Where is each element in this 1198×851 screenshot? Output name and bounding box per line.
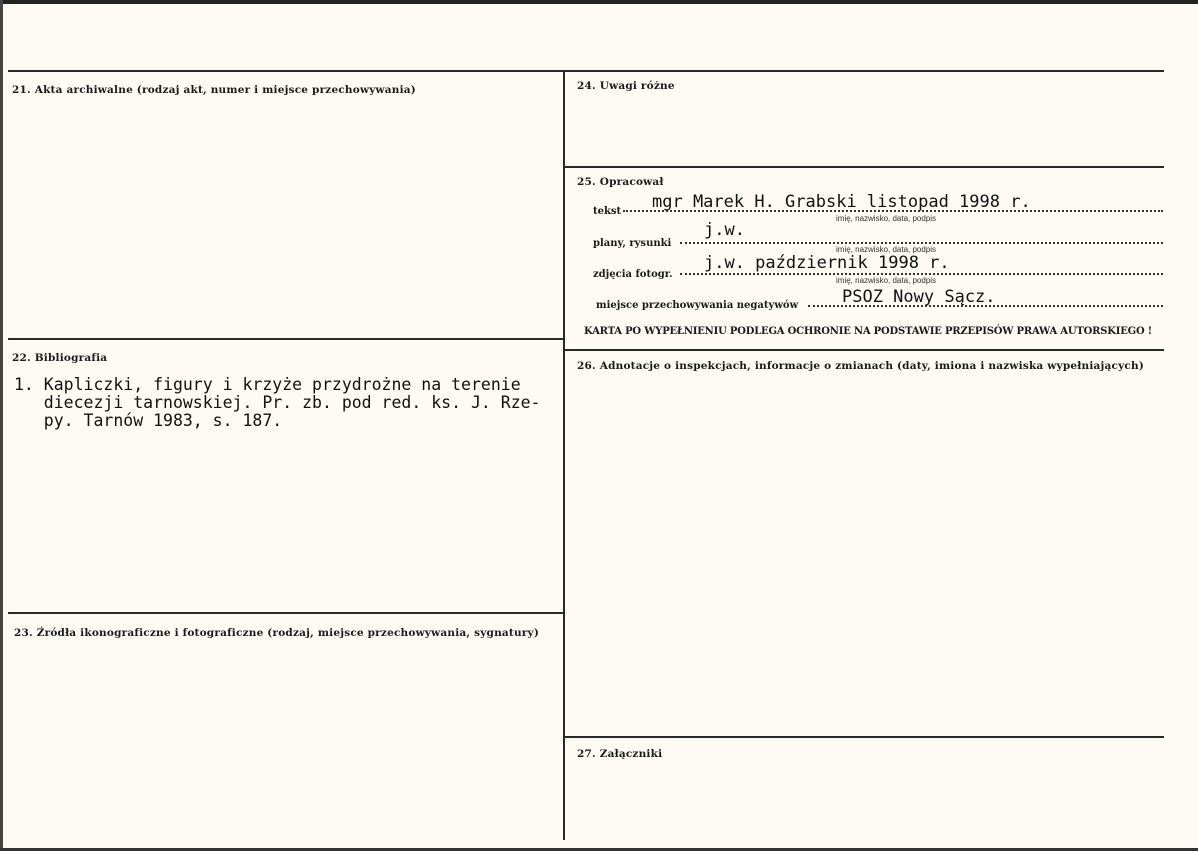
rule-26-27	[563, 736, 1164, 738]
section-24-label: 24. Uwagi różne	[577, 80, 675, 92]
negatywy-label: miejsce przechowywania negatywów	[596, 300, 799, 311]
bibliography-line-3: py. Tarnów 1983, s. 187.	[14, 411, 283, 430]
section-27-label: 27. Załączniki	[577, 748, 663, 760]
rule-22-23	[8, 612, 565, 614]
negatywy-value: PSOZ Nowy Sącz.	[842, 287, 996, 307]
zdjecia-dotted-line	[680, 273, 1163, 275]
zdjecia-value: j.w. październik 1998 r.	[704, 253, 950, 273]
zdjecia-caption: imię, nazwisko, data, podpis	[836, 276, 937, 285]
section-26-label: 26. Adnotacje o inspekcjach, informacje o zmianach (daty, imiona i nazwiska wypełniających)	[577, 360, 1145, 372]
plany-label: plany, rysunki	[593, 238, 672, 249]
copyright-warning: KARTA PO WYPEŁNIENIU PODLEGA OCHRONIE NA PODSTAWIE PRZEPISÓW PRAWA AUTORSKIEGO !	[584, 326, 1152, 337]
section-22-label: 22. Bibliografia	[12, 352, 108, 364]
section-25-label: 25. Opracował	[577, 176, 664, 188]
bibliography-line-2: diecezji tarnowskiej. Pr. zb. pod red. ks. J. Rze-	[14, 393, 541, 412]
plany-dotted-line	[680, 242, 1163, 244]
tekst-caption: imię, nazwisko, data, podpis	[836, 214, 937, 223]
page-left-edge	[0, 0, 3, 851]
rule-21-22	[8, 338, 565, 340]
top-rule	[8, 70, 1164, 72]
section-23-label: 23. Źródła ikonograficzne i fotograficzne (rodzaj, miejsce przechowywania, sygnatury)	[14, 627, 539, 639]
zdjecia-label: zdjęcia fotogr.	[593, 269, 673, 280]
rule-24-25	[563, 166, 1164, 168]
negatywy-dotted-line	[808, 305, 1163, 307]
plany-value: j.w.	[704, 220, 745, 240]
page-top-edge	[0, 0, 1198, 4]
center-divider	[563, 70, 565, 840]
section-21-label: 21. Akta archiwalne (rodzaj akt, numer i miejsce przechowywania)	[12, 84, 416, 96]
tekst-label: tekst	[593, 206, 622, 217]
plany-caption: imię, nazwisko, data, podpis	[836, 245, 937, 254]
tekst-value: mgr Marek H. Grabski listopad 1998 r.	[652, 192, 1031, 212]
rule-25-26	[563, 349, 1164, 351]
bibliography-line-1: 1. Kapliczki, figury i krzyże przydrożne na terenie	[14, 375, 521, 394]
